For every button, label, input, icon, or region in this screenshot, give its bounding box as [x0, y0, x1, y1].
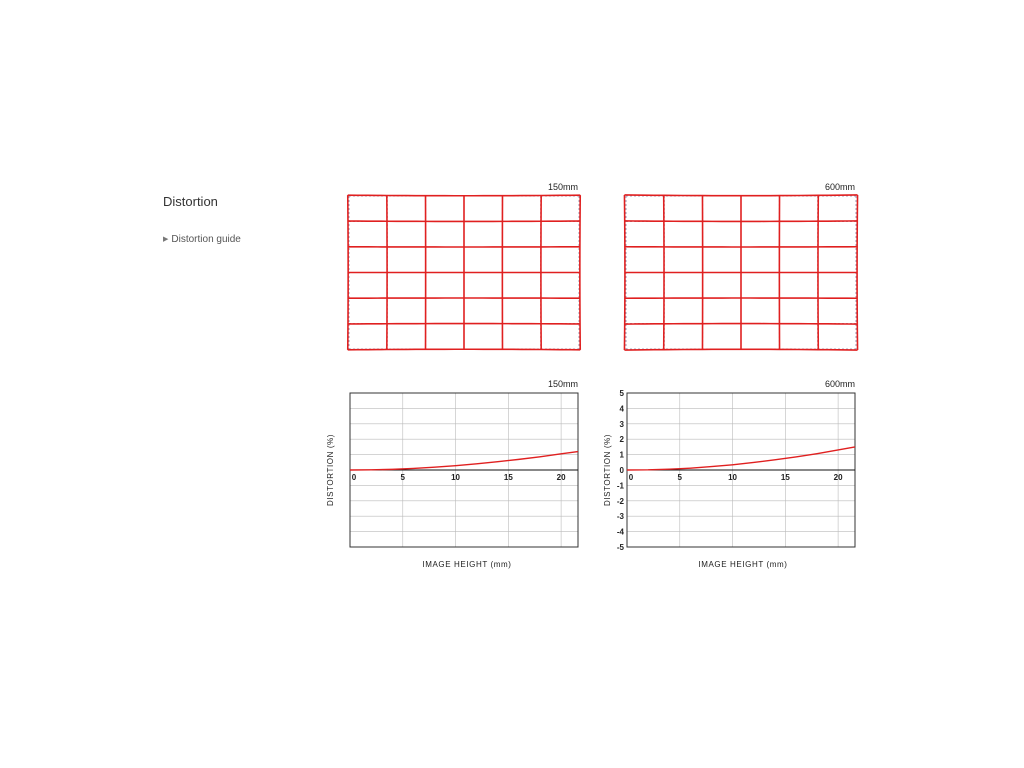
- y-axis-label: DISTORTION (%): [603, 433, 612, 507]
- grid-title: 150mm: [547, 182, 578, 192]
- distortion-grid-1: [624, 182, 857, 350]
- distorted-hline: [624, 195, 857, 196]
- chart-title: 600mm: [824, 379, 855, 389]
- distortion-guide-label: Distortion guide: [171, 234, 241, 245]
- x-tick-label: 5: [677, 473, 683, 482]
- x-tick-label: 20: [833, 473, 843, 482]
- y-tick-label: 5: [619, 389, 624, 398]
- x-tick-label: 10: [728, 473, 738, 482]
- y-tick-label: -3: [616, 512, 624, 522]
- x-tick-label: 10: [451, 473, 461, 482]
- x-tick-label: 15: [503, 473, 513, 482]
- x-tick-label: 20: [556, 473, 566, 482]
- x-axis-label: IMAGE HEIGHT (mm): [698, 560, 788, 569]
- chart-title: 150mm: [547, 379, 578, 389]
- x-tick-label: 0: [628, 473, 634, 482]
- y-tick-label: -4: [616, 527, 624, 537]
- grid-title: 600mm: [824, 182, 855, 192]
- y-tick-label: 2: [619, 435, 624, 445]
- x-tick-label: 0: [351, 473, 357, 482]
- y-tick-label: -5: [616, 543, 624, 552]
- chevron-right-icon: ▶: [163, 236, 169, 243]
- x-axis-label: IMAGE HEIGHT (mm): [422, 560, 512, 569]
- x-tick-label: 15: [780, 473, 790, 482]
- distorted-hline: [624, 349, 857, 350]
- y-tick-label: -2: [616, 496, 624, 506]
- x-tick-label: 5: [400, 473, 406, 482]
- y-tick-label: 4: [619, 404, 624, 414]
- y-tick-label: 3: [619, 419, 624, 429]
- section-title: Distortion: [163, 194, 218, 209]
- distortion-grid-0: [348, 182, 580, 350]
- distortion-curve: [627, 447, 855, 470]
- y-tick-label: 1: [619, 450, 624, 460]
- distortion-chart-1: [603, 379, 855, 569]
- distorted-hline: [348, 349, 580, 350]
- y-tick-label: -1: [616, 481, 624, 491]
- distorted-hline: [348, 195, 580, 196]
- distortion-chart-0: [326, 379, 578, 569]
- y-tick-label: 0: [619, 466, 624, 475]
- y-axis-label: DISTORTION (%): [326, 433, 335, 507]
- distortion-curve: [350, 452, 578, 470]
